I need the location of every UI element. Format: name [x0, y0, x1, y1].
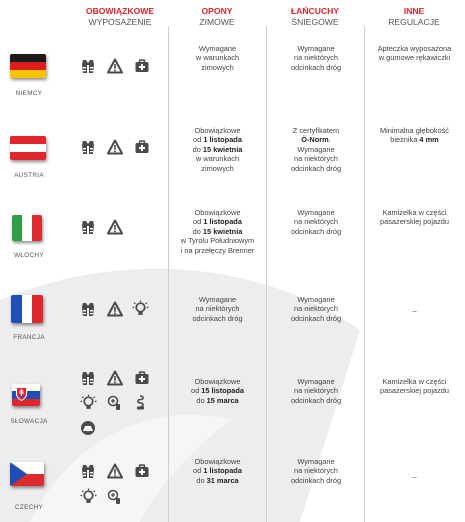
france-flag — [11, 295, 43, 323]
country-name: FRANCJA — [13, 334, 45, 341]
chains-cell: Wymagane na niektórych odcinkach dróg — [290, 377, 342, 405]
breathalyzer-icon — [107, 489, 123, 505]
warning-triangle-icon — [107, 219, 123, 235]
table-row-italy — [0, 202, 465, 284]
tires-cell: Obowiązkowe od 1 listopada do 31 marca — [193, 457, 242, 485]
czechia-triangle — [10, 462, 28, 486]
other-cell: – — [412, 306, 417, 315]
first-aid-kit-icon — [134, 370, 150, 386]
safety-vest-icon — [80, 58, 96, 74]
spare-bulb-icon — [132, 300, 149, 317]
table-header — [0, 6, 465, 40]
warning-triangle-icon — [107, 370, 123, 386]
country-name: NIEMCY — [15, 90, 43, 97]
chains-cell: Wymagane na niektórych odcinkach dróg — [290, 208, 342, 236]
safety-vest-icon — [80, 301, 96, 317]
austria-flag — [10, 136, 46, 160]
header-equipment: OBOWIĄZKOWE WYPOSAŻENIE — [85, 6, 155, 27]
header-other: INNE REGULACJE — [388, 6, 440, 27]
safety-vest-icon — [80, 370, 96, 386]
other-cell: Apteczka wyposażona w gumowe rękawiczki — [377, 44, 452, 63]
safety-vest-icon — [80, 219, 96, 235]
breathalyzer-icon — [107, 395, 123, 411]
tires-cell: Obowiązkowe od 1 listopada do 15 kwietnia w Tyrolu Południowym i na przełęczy Brenner — [180, 208, 255, 255]
table-row-france — [0, 284, 465, 364]
chains-cell: Z certyfikatem Ö-Norm. Wymagane na niektórych odcinkach dróg — [290, 126, 342, 173]
slovakia-flag — [12, 384, 40, 406]
country-name: WŁOCHY — [14, 252, 44, 259]
warning-triangle-icon — [107, 463, 123, 479]
country-name: CZECHY — [14, 504, 44, 511]
equipment-icons — [80, 370, 165, 440]
country-name: AUSTRIA — [14, 172, 44, 179]
spare-bulb-icon — [80, 394, 97, 411]
tow-rope-icon — [134, 394, 150, 411]
car-icon — [80, 420, 96, 436]
safety-vest-icon — [80, 139, 96, 155]
warning-triangle-icon — [107, 301, 123, 317]
table-row-czechia — [0, 446, 465, 522]
header-chains: ŁAŃCUCHY ŚNIEGOWE — [290, 6, 340, 27]
chains-cell: Wymagane na niektórych odcinkach dróg — [290, 295, 342, 323]
tires-cell: Wymagane w warunkach zimowych — [195, 44, 240, 72]
tires-cell: Wymagane na niektórych odcinkach dróg — [192, 295, 243, 323]
header-tires: OPONY ZIMOWE — [199, 6, 235, 27]
italy-flag — [12, 215, 42, 241]
table-row-slovakia — [0, 364, 465, 440]
equipment-icons — [80, 463, 165, 507]
first-aid-kit-icon — [134, 139, 150, 155]
spare-bulb-icon — [80, 488, 97, 505]
tires-cell: Obowiązkowe od 1 listopada do 15 kwietnia w warunkach zimowych — [192, 126, 243, 173]
first-aid-kit-icon — [134, 58, 150, 74]
first-aid-kit-icon — [134, 463, 150, 479]
chains-cell: Wymagane na niektórych odcinkach dróg — [290, 44, 342, 72]
safety-vest-icon — [80, 463, 96, 479]
tires-cell: Obowiązkowe od 15 listopada do 15 marca — [191, 377, 244, 405]
other-cell: Minimalna głębokość bieżnika 4 mm — [379, 126, 449, 145]
czechia-flag — [10, 462, 44, 486]
warning-triangle-icon — [107, 139, 123, 155]
table-row-austria — [0, 120, 465, 202]
other-cell: Kamizelka w części pasażerskiej pojazdu — [379, 377, 450, 396]
other-cell: – — [412, 472, 417, 481]
slovakia-coat-of-arms — [16, 387, 27, 401]
table-row-germany — [0, 38, 465, 118]
germany-flag — [10, 54, 46, 78]
warning-triangle-icon — [107, 58, 123, 74]
country-name: SŁOWACJA — [10, 418, 48, 425]
chains-cell: Wymagane na niektórych odcinkach dróg — [290, 457, 342, 485]
other-cell: Kamizelka w części pasażerskiej pojazdu — [379, 208, 450, 227]
